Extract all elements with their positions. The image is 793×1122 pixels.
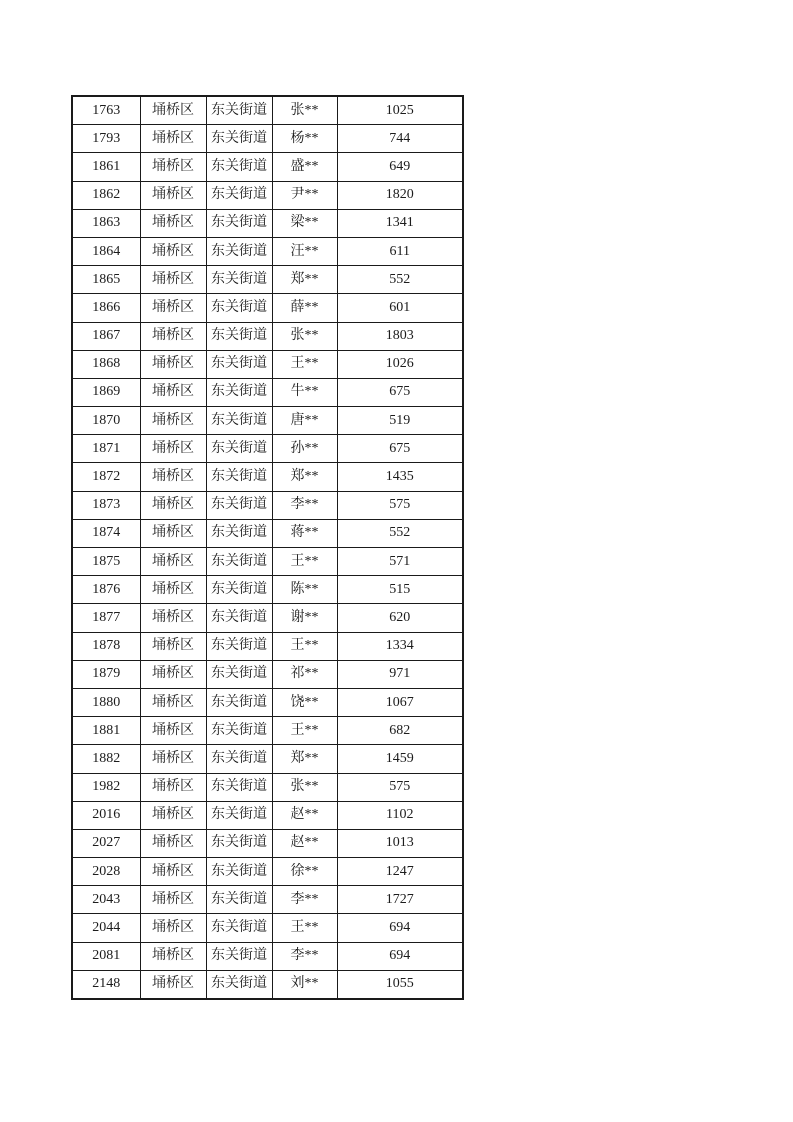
cell-street: 东关街道 — [206, 604, 272, 632]
cell-id: 1875 — [72, 548, 140, 576]
cell-id: 1864 — [72, 237, 140, 265]
cell-street: 东关街道 — [206, 125, 272, 153]
cell-street: 东关街道 — [206, 886, 272, 914]
cell-name: 祁** — [272, 660, 337, 688]
cell-name: 杨** — [272, 125, 337, 153]
cell-name: 王** — [272, 548, 337, 576]
cell-value: 675 — [337, 378, 463, 406]
cell-name: 尹** — [272, 181, 337, 209]
cell-name: 汪** — [272, 237, 337, 265]
cell-district: 埇桥区 — [140, 378, 206, 406]
table-body — [72, 96, 463, 999]
cell-value: 519 — [337, 407, 463, 435]
cell-id: 2081 — [72, 942, 140, 970]
cell-value: 1055 — [337, 970, 463, 999]
table-row — [72, 125, 463, 153]
cell-name: 徐** — [272, 858, 337, 886]
cell-name: 王** — [272, 632, 337, 660]
cell-name: 张** — [272, 96, 337, 125]
table-row — [72, 153, 463, 181]
cell-name: 赵** — [272, 801, 337, 829]
cell-value: 1026 — [337, 350, 463, 378]
table-row — [72, 237, 463, 265]
cell-street: 东关街道 — [206, 829, 272, 857]
cell-district: 埇桥区 — [140, 266, 206, 294]
cell-value: 515 — [337, 576, 463, 604]
table-row — [72, 773, 463, 801]
table-row — [72, 378, 463, 406]
cell-street: 东关街道 — [206, 378, 272, 406]
cell-district: 埇桥区 — [140, 548, 206, 576]
cell-value: 694 — [337, 942, 463, 970]
cell-street: 东关街道 — [206, 660, 272, 688]
cell-id: 1870 — [72, 407, 140, 435]
table-row — [72, 942, 463, 970]
cell-value: 575 — [337, 491, 463, 519]
cell-district: 埇桥区 — [140, 576, 206, 604]
cell-street: 东关街道 — [206, 181, 272, 209]
cell-district: 埇桥区 — [140, 519, 206, 547]
cell-value: 971 — [337, 660, 463, 688]
cell-name: 刘** — [272, 970, 337, 999]
table-row — [72, 632, 463, 660]
cell-id: 1873 — [72, 491, 140, 519]
cell-value: 601 — [337, 294, 463, 322]
cell-id: 1880 — [72, 688, 140, 716]
cell-name: 赵** — [272, 829, 337, 857]
cell-value: 1803 — [337, 322, 463, 350]
cell-district: 埇桥区 — [140, 181, 206, 209]
table-row — [72, 209, 463, 237]
table-row — [72, 350, 463, 378]
cell-district: 埇桥区 — [140, 237, 206, 265]
cell-street: 东关街道 — [206, 96, 272, 125]
cell-district: 埇桥区 — [140, 801, 206, 829]
table-row — [72, 266, 463, 294]
table-row — [72, 96, 463, 125]
cell-district: 埇桥区 — [140, 491, 206, 519]
cell-district: 埇桥区 — [140, 125, 206, 153]
cell-name: 李** — [272, 886, 337, 914]
cell-name: 李** — [272, 491, 337, 519]
cell-value: 682 — [337, 717, 463, 745]
cell-value: 1013 — [337, 829, 463, 857]
cell-value: 694 — [337, 914, 463, 942]
cell-value: 1820 — [337, 181, 463, 209]
cell-value: 1341 — [337, 209, 463, 237]
cell-street: 东关街道 — [206, 688, 272, 716]
cell-value: 649 — [337, 153, 463, 181]
cell-value: 552 — [337, 519, 463, 547]
cell-id: 2016 — [72, 801, 140, 829]
cell-value: 1459 — [337, 745, 463, 773]
cell-id: 1877 — [72, 604, 140, 632]
cell-name: 蒋** — [272, 519, 337, 547]
cell-street: 东关街道 — [206, 519, 272, 547]
cell-name: 梁** — [272, 209, 337, 237]
cell-street: 东关街道 — [206, 491, 272, 519]
cell-district: 埇桥区 — [140, 96, 206, 125]
table-row — [72, 660, 463, 688]
cell-name: 王** — [272, 717, 337, 745]
cell-street: 东关街道 — [206, 914, 272, 942]
table-row — [72, 576, 463, 604]
cell-street: 东关街道 — [206, 266, 272, 294]
cell-id: 2043 — [72, 886, 140, 914]
cell-district: 埇桥区 — [140, 717, 206, 745]
cell-district: 埇桥区 — [140, 829, 206, 857]
cell-district: 埇桥区 — [140, 745, 206, 773]
cell-id: 1867 — [72, 322, 140, 350]
cell-street: 东关街道 — [206, 942, 272, 970]
cell-name: 郑** — [272, 463, 337, 491]
cell-street: 东关街道 — [206, 209, 272, 237]
cell-value: 1435 — [337, 463, 463, 491]
cell-district: 埇桥区 — [140, 886, 206, 914]
cell-district: 埇桥区 — [140, 435, 206, 463]
cell-value: 552 — [337, 266, 463, 294]
cell-value: 1334 — [337, 632, 463, 660]
table-row — [72, 688, 463, 716]
table-row — [72, 604, 463, 632]
cell-id: 1869 — [72, 378, 140, 406]
cell-district: 埇桥区 — [140, 153, 206, 181]
cell-id: 1872 — [72, 463, 140, 491]
table-row — [72, 463, 463, 491]
cell-street: 东关街道 — [206, 153, 272, 181]
table-row — [72, 294, 463, 322]
table-row — [72, 717, 463, 745]
cell-id: 1982 — [72, 773, 140, 801]
cell-id: 2028 — [72, 858, 140, 886]
cell-street: 东关街道 — [206, 632, 272, 660]
table-row — [72, 548, 463, 576]
cell-street: 东关街道 — [206, 407, 272, 435]
cell-district: 埇桥区 — [140, 660, 206, 688]
cell-district: 埇桥区 — [140, 688, 206, 716]
cell-value: 575 — [337, 773, 463, 801]
cell-id: 2044 — [72, 914, 140, 942]
cell-id: 1763 — [72, 96, 140, 125]
cell-value: 675 — [337, 435, 463, 463]
cell-id: 1862 — [72, 181, 140, 209]
cell-street: 东关街道 — [206, 463, 272, 491]
cell-name: 王** — [272, 350, 337, 378]
table-row — [72, 181, 463, 209]
cell-value: 620 — [337, 604, 463, 632]
cell-street: 东关街道 — [206, 548, 272, 576]
cell-street: 东关街道 — [206, 858, 272, 886]
cell-name: 张** — [272, 773, 337, 801]
cell-street: 东关街道 — [206, 350, 272, 378]
cell-street: 东关街道 — [206, 745, 272, 773]
cell-id: 1879 — [72, 660, 140, 688]
cell-id: 1874 — [72, 519, 140, 547]
cell-id: 1863 — [72, 209, 140, 237]
cell-value: 571 — [337, 548, 463, 576]
cell-id: 1876 — [72, 576, 140, 604]
cell-value: 1067 — [337, 688, 463, 716]
cell-street: 东关街道 — [206, 435, 272, 463]
cell-name: 陈** — [272, 576, 337, 604]
cell-district: 埇桥区 — [140, 970, 206, 999]
cell-district: 埇桥区 — [140, 858, 206, 886]
table-row — [72, 886, 463, 914]
cell-name: 饶** — [272, 688, 337, 716]
table-row — [72, 491, 463, 519]
cell-district: 埇桥区 — [140, 632, 206, 660]
cell-district: 埇桥区 — [140, 942, 206, 970]
cell-name: 李** — [272, 942, 337, 970]
table-row — [72, 858, 463, 886]
cell-district: 埇桥区 — [140, 463, 206, 491]
cell-name: 郑** — [272, 266, 337, 294]
table-row — [72, 829, 463, 857]
cell-name: 唐** — [272, 407, 337, 435]
table-row — [72, 435, 463, 463]
cell-id: 2148 — [72, 970, 140, 999]
cell-value: 1025 — [337, 96, 463, 125]
cell-id: 1882 — [72, 745, 140, 773]
cell-value: 1727 — [337, 886, 463, 914]
cell-street: 东关街道 — [206, 773, 272, 801]
cell-id: 1793 — [72, 125, 140, 153]
table-row — [72, 801, 463, 829]
cell-value: 611 — [337, 237, 463, 265]
cell-id: 1866 — [72, 294, 140, 322]
cell-street: 东关街道 — [206, 322, 272, 350]
cell-district: 埇桥区 — [140, 407, 206, 435]
cell-value: 1102 — [337, 801, 463, 829]
cell-name: 谢** — [272, 604, 337, 632]
cell-id: 2027 — [72, 829, 140, 857]
cell-street: 东关街道 — [206, 294, 272, 322]
cell-name: 盛** — [272, 153, 337, 181]
table-row — [72, 745, 463, 773]
table-row — [72, 407, 463, 435]
cell-id: 1868 — [72, 350, 140, 378]
cell-street: 东关街道 — [206, 801, 272, 829]
cell-district: 埇桥区 — [140, 209, 206, 237]
cell-district: 埇桥区 — [140, 294, 206, 322]
cell-name: 薛** — [272, 294, 337, 322]
table-row — [72, 322, 463, 350]
cell-id: 1881 — [72, 717, 140, 745]
cell-district: 埇桥区 — [140, 322, 206, 350]
data-table — [71, 95, 464, 1000]
cell-name: 张** — [272, 322, 337, 350]
cell-district: 埇桥区 — [140, 604, 206, 632]
cell-name: 牛** — [272, 378, 337, 406]
cell-id: 1871 — [72, 435, 140, 463]
cell-id: 1878 — [72, 632, 140, 660]
cell-value: 1247 — [337, 858, 463, 886]
cell-district: 埇桥区 — [140, 773, 206, 801]
cell-street: 东关街道 — [206, 237, 272, 265]
cell-street: 东关街道 — [206, 717, 272, 745]
cell-name: 孙** — [272, 435, 337, 463]
table-row — [72, 519, 463, 547]
cell-street: 东关街道 — [206, 576, 272, 604]
cell-district: 埇桥区 — [140, 914, 206, 942]
cell-district: 埇桥区 — [140, 350, 206, 378]
cell-value: 744 — [337, 125, 463, 153]
cell-id: 1865 — [72, 266, 140, 294]
cell-name: 王** — [272, 914, 337, 942]
table-row — [72, 970, 463, 999]
cell-id: 1861 — [72, 153, 140, 181]
cell-street: 东关街道 — [206, 970, 272, 999]
table-row — [72, 914, 463, 942]
cell-name: 郑** — [272, 745, 337, 773]
